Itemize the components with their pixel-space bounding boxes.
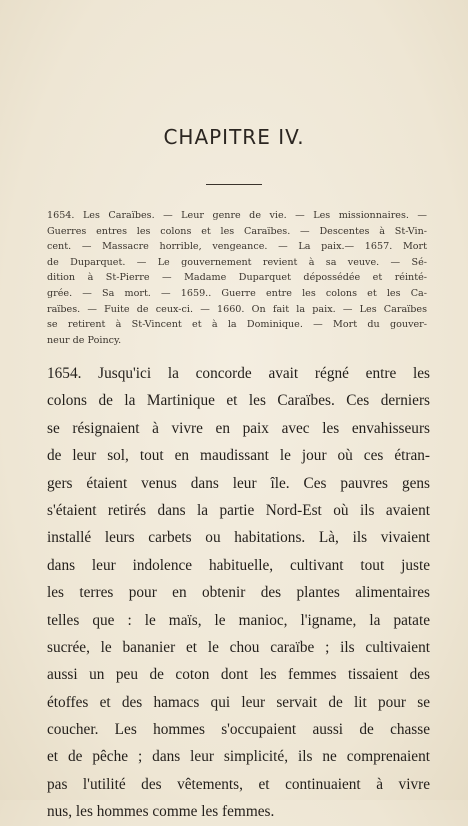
summary-line: cent. — Massacre horrible, vengeance. — La paix.— 1657. Mort (47, 241, 427, 253)
summary-line: 1654. Les Caraïbes. — Leur genre de vie. — Les missionnaires. — (47, 210, 427, 221)
summary-line: Guerres entres les colons et les Caraïbes. — Descentes à St-Vin- (47, 225, 427, 237)
summary-line: raïbes. — Fuite de ceux-ci. — 1660. On fait la paix. — Les Caraïbes (47, 303, 427, 315)
body-line: 1654. Jusqu'ici la concorde avait régné entre les (47, 365, 430, 382)
body-line: telles que : le maïs, le manioc, l'igname, la patate (47, 611, 430, 629)
body-paragraph (47, 360, 430, 826)
body-line: pas l'utilité des vêtements, et continuaient à vivre (47, 775, 430, 793)
summary-line: grée. — Sa mort. — 1659.. Guerre entre les colons et les Ca- (47, 287, 427, 299)
body-line: nus, les hommes comme les femmes. (47, 803, 275, 821)
body-line: dans leur indolence habituelle, cultivant tout juste (47, 556, 430, 574)
body-line: s'étaient retirés dans la partie Nord-Est où ils avaient (47, 501, 430, 519)
chapter-title: CHAPITRE IV. (163, 125, 305, 149)
body-line: gers étaient venus dans leur île. Ces pauvres gens (47, 474, 430, 492)
chapter-summary (47, 208, 427, 348)
body-line: et de pêche ; dans leur simplicité, ils ne comprenaient (47, 748, 430, 766)
title-divider (206, 184, 262, 185)
summary-line: se retirent à St-Vincent et à la Dominique. — Mort du gouver- (47, 319, 427, 331)
body-line: étoffes et des hamacs qui leur servait de lit pour se (47, 693, 430, 711)
body-line: de leur sol, tout en maudissant le jour où ces étran- (47, 447, 430, 465)
body-line: les terres pour en obtenir des plantes alimentaires (47, 584, 430, 602)
body-line: sucrée, le bananier et le chou caraïbe ; ils cultivaient (47, 638, 430, 656)
body-line: installé leurs carbets ou habitations. Là, ils vivaient (47, 529, 430, 547)
summary-line: de Duparquet. — Le gouvernement revient à sa veuve. — Sé- (47, 256, 427, 268)
body-line: colons de la Martinique et les Caraïbes. Ces derniers (47, 392, 430, 410)
body-line: coucher. Les hommes s'occupaient aussi de chasse (47, 721, 430, 739)
summary-line: neur de Poincy. (47, 334, 122, 346)
body-line: se résignaient à vivre en paix avec les envahisseurs (47, 419, 430, 437)
body-line: aussi un peu de coton dont les femmes tissaient des (47, 666, 430, 684)
summary-line: dition à St-Pierre — Madame Duparquet dépossédée et réinté- (47, 272, 427, 284)
